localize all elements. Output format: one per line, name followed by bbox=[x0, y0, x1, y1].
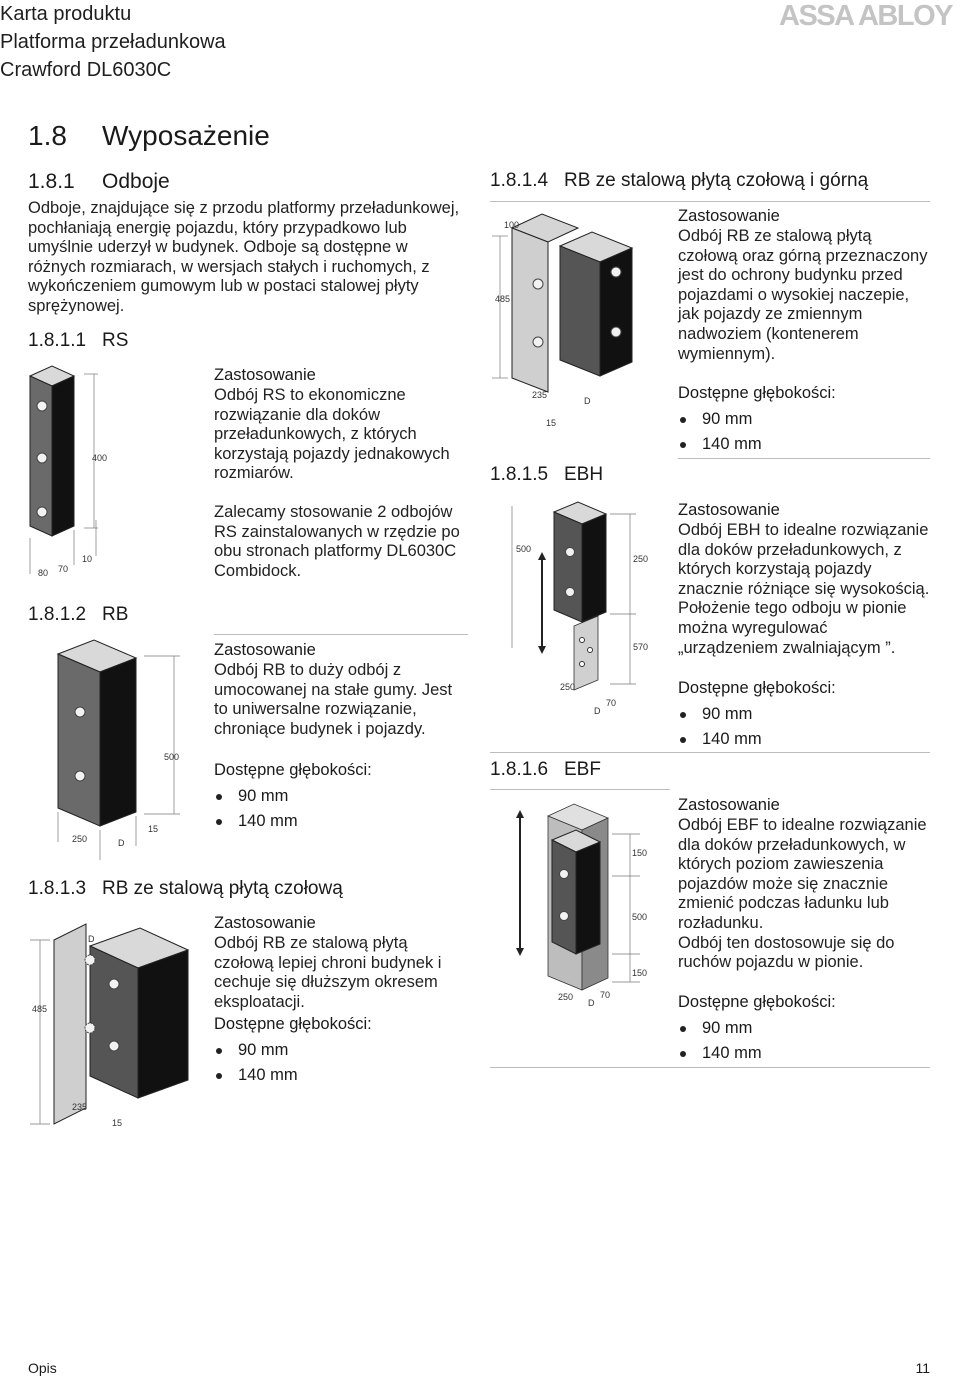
ebf-dim-width: 250 bbox=[558, 992, 574, 1002]
rs-heading bbox=[28, 330, 128, 352]
list-item: 140 mm bbox=[678, 432, 932, 457]
ebf-depths-title: Dostępne głębokości: bbox=[678, 993, 836, 1011]
rbs-usage-block bbox=[214, 913, 464, 1012]
rbst-dim-height: 485 bbox=[495, 294, 511, 304]
list-item: 140 mm bbox=[214, 809, 464, 834]
ebf-usage-text: Odbój EBF to idealne rozwiązanie dla doków przeładunkowych, w których poziom zawieszenia pojazdów może się znacznie zmienić podczas ładunku lub rozładunku. bbox=[678, 816, 927, 932]
ebh-dim-depth: D bbox=[594, 706, 601, 716]
rbs-dim-thickness: 15 bbox=[112, 1118, 123, 1128]
rb-dim-thickness: 15 bbox=[148, 824, 159, 834]
rbst-dim-depth: D bbox=[584, 396, 591, 406]
rbs-dim-width: 235 bbox=[72, 1102, 88, 1112]
rb-depths-title: Dostępne głębokości: bbox=[214, 761, 372, 779]
rs-title: RS bbox=[102, 330, 129, 351]
ebf-usage-label: Zastosowanie bbox=[678, 796, 780, 814]
rbst-dim-top: 100 bbox=[504, 220, 520, 230]
rbst-usage-block bbox=[678, 206, 932, 364]
list-item: 90 mm bbox=[678, 1016, 932, 1041]
section-heading bbox=[28, 120, 270, 152]
list-item: 90 mm bbox=[678, 407, 932, 432]
rs-bumper-drawing bbox=[26, 360, 126, 582]
rbst-dim-thickness: 15 bbox=[546, 418, 557, 428]
rs-note: Zalecamy stosowanie 2 odbojów RS zainstalowanych w rzędzie po obu stronach platformy DL6030C Combidock. bbox=[214, 503, 460, 580]
list-item: 140 mm bbox=[214, 1063, 464, 1088]
ebf-dim-depth: D bbox=[588, 998, 595, 1008]
rbst-heading bbox=[490, 170, 868, 192]
ebf-depths bbox=[678, 992, 932, 1066]
divider bbox=[490, 1067, 930, 1068]
divider bbox=[214, 634, 468, 635]
rs-dim-c: 10 bbox=[82, 554, 93, 564]
bumpers-heading bbox=[28, 170, 170, 194]
rbs-title: RB ze stalową płytą czołową bbox=[102, 878, 343, 899]
ebf-usage-text-2: Odbój ten dostosowuje się do ruchów pojazdu w pionie. bbox=[678, 933, 895, 972]
rb-depths bbox=[214, 760, 464, 834]
rb-bumper-drawing bbox=[50, 636, 190, 866]
rs-usage-text: Odbój RS to ekonomiczne rozwiązanie dla doków przeładunkowych, z których korzystają pojazdy jednakowych rozmiarów. bbox=[214, 386, 450, 483]
header-line-1: Karta produktu bbox=[0, 3, 132, 25]
ebf-bumper-drawing bbox=[490, 794, 670, 1014]
ebf-heading bbox=[490, 759, 601, 781]
rbst-usage-text: Odbój RB ze stalową płytą czołową oraz górną przeznaczony jest do ochrony budynku przed pojazdami o wysokiej naczepie, jak pojazdy ze zmiennym nadwoziem (kontenerem wymiennym). bbox=[678, 227, 928, 363]
rbs-usage-text: Odbój RB ze stalową płytą czołową lepiej chroni budynek i cechuje się dłuższym okresem eksploatacji. bbox=[214, 934, 442, 1011]
section-number: 1.8 bbox=[28, 120, 67, 151]
rb-dim-width: 250 bbox=[72, 834, 88, 844]
divider bbox=[490, 752, 930, 753]
rbst-depths bbox=[678, 383, 932, 457]
bumpers-intro: Odboje, znajdujące się z przodu platformy przeładunkowej, pochłaniają energię pojazdu, który przypadkowo lub umyślnie uderzył w budynek. Odboje są dostępne w różnych rozmiarach, w wersjach stałych i ruchomych, z wykończeniem gumowym lub w postaci stalowej płyty sprężynowej. bbox=[28, 199, 460, 315]
rb-heading bbox=[28, 604, 128, 626]
rbst-bumper-drawing bbox=[490, 206, 670, 432]
ebh-heading bbox=[490, 464, 603, 486]
rs-usage-label: Zastosowanie bbox=[214, 366, 316, 384]
ebh-dim-width: 250 bbox=[560, 682, 576, 692]
rbst-usage-label: Zastosowanie bbox=[678, 207, 780, 225]
rbs-heading bbox=[28, 878, 343, 900]
header-line-2: Platforma przeładunkowa bbox=[0, 31, 226, 53]
rb-usage-text: Odbój RB to duży odbój z umocowanej na stałe gumy. Jest to uniwersalne rozwiązanie, chroniące budynek i pojazdy. bbox=[214, 661, 453, 738]
ebf-dim-b: 150 bbox=[632, 968, 648, 978]
list-item: 90 mm bbox=[678, 702, 932, 727]
ebh-usage-label: Zastosowanie bbox=[678, 501, 780, 519]
brand-logo: ASSA ABLOY bbox=[779, 0, 952, 32]
ebf-usage-block bbox=[678, 795, 932, 973]
rbst-depths-title: Dostępne głębokości: bbox=[678, 384, 836, 402]
rbs-depths-title: Dostępne głębokości: bbox=[214, 1015, 372, 1033]
ebf-dim-height: 500 bbox=[632, 912, 648, 922]
divider bbox=[490, 789, 670, 790]
rbs-dim-depth: D bbox=[88, 934, 95, 944]
rs-dim-a: 80 bbox=[38, 568, 49, 578]
list-item: 90 mm bbox=[214, 784, 464, 809]
ebh-usage-block bbox=[678, 500, 932, 658]
ebh-number: 1.8.1.5 bbox=[490, 464, 549, 485]
divider bbox=[490, 201, 930, 202]
rbst-number: 1.8.1.4 bbox=[490, 170, 549, 191]
rs-dim-b: 70 bbox=[58, 564, 69, 574]
rbst-title: RB ze stalową płytą czołową i górną bbox=[564, 170, 869, 191]
header-line-3: Crawford DL6030C bbox=[0, 59, 172, 81]
rbst-dim-width: 235 bbox=[532, 390, 548, 400]
footer-label: Opis bbox=[28, 1360, 57, 1376]
rbs-usage-label: Zastosowanie bbox=[214, 914, 316, 932]
page-number: 11 bbox=[915, 1360, 930, 1376]
rs-usage-block bbox=[214, 365, 464, 484]
divider bbox=[678, 458, 930, 459]
ebf-dim-e: 70 bbox=[600, 990, 611, 1000]
rbs-bumper-drawing bbox=[28, 912, 208, 1130]
list-item: 140 mm bbox=[678, 727, 932, 752]
rb-usage-block bbox=[214, 640, 464, 739]
ebh-dim-h1: 250 bbox=[633, 554, 649, 564]
ebh-title: EBH bbox=[564, 464, 604, 485]
ebh-bumper-drawing bbox=[490, 498, 670, 738]
list-item: 90 mm bbox=[214, 1038, 464, 1063]
ebh-usage-text: Odbój EBH to idealne rozwiązanie dla doków przeładunkowych, z których korzystają pojazdy znacznie różniące się wysokością. Położenie tego odboju w pionie można wyregulować „urządzeniem zwalniającym ”. bbox=[678, 521, 930, 657]
document-header bbox=[0, 0, 226, 84]
ebh-depths-title: Dostępne głębokości: bbox=[678, 679, 836, 697]
ebf-number: 1.8.1.6 bbox=[490, 759, 549, 780]
ebh-depths bbox=[678, 678, 932, 752]
bumpers-title: Odboje bbox=[102, 170, 170, 193]
rbs-number: 1.8.1.3 bbox=[28, 878, 87, 899]
rb-title: RB bbox=[102, 604, 129, 625]
rs-dim-height: 400 bbox=[92, 453, 108, 463]
rbs-dim-height: 485 bbox=[32, 1004, 48, 1014]
ebf-title: EBF bbox=[564, 759, 601, 780]
ebf-dim-a: 150 bbox=[632, 848, 648, 858]
ebh-dim-e: 70 bbox=[606, 698, 617, 708]
rb-number: 1.8.1.2 bbox=[28, 604, 87, 625]
ebh-dim-travel: 500 bbox=[516, 544, 532, 554]
section-title: Wyposażenie bbox=[102, 120, 270, 151]
list-item: 140 mm bbox=[678, 1041, 932, 1066]
rs-number: 1.8.1.1 bbox=[28, 330, 87, 351]
rb-usage-label: Zastosowanie bbox=[214, 641, 316, 659]
rb-dim-height: 500 bbox=[164, 752, 180, 762]
rbs-depths bbox=[214, 1014, 464, 1088]
ebh-dim-h2: 570 bbox=[633, 642, 649, 652]
rb-dim-depth: D bbox=[118, 838, 125, 848]
bumpers-number: 1.8.1 bbox=[28, 170, 75, 193]
